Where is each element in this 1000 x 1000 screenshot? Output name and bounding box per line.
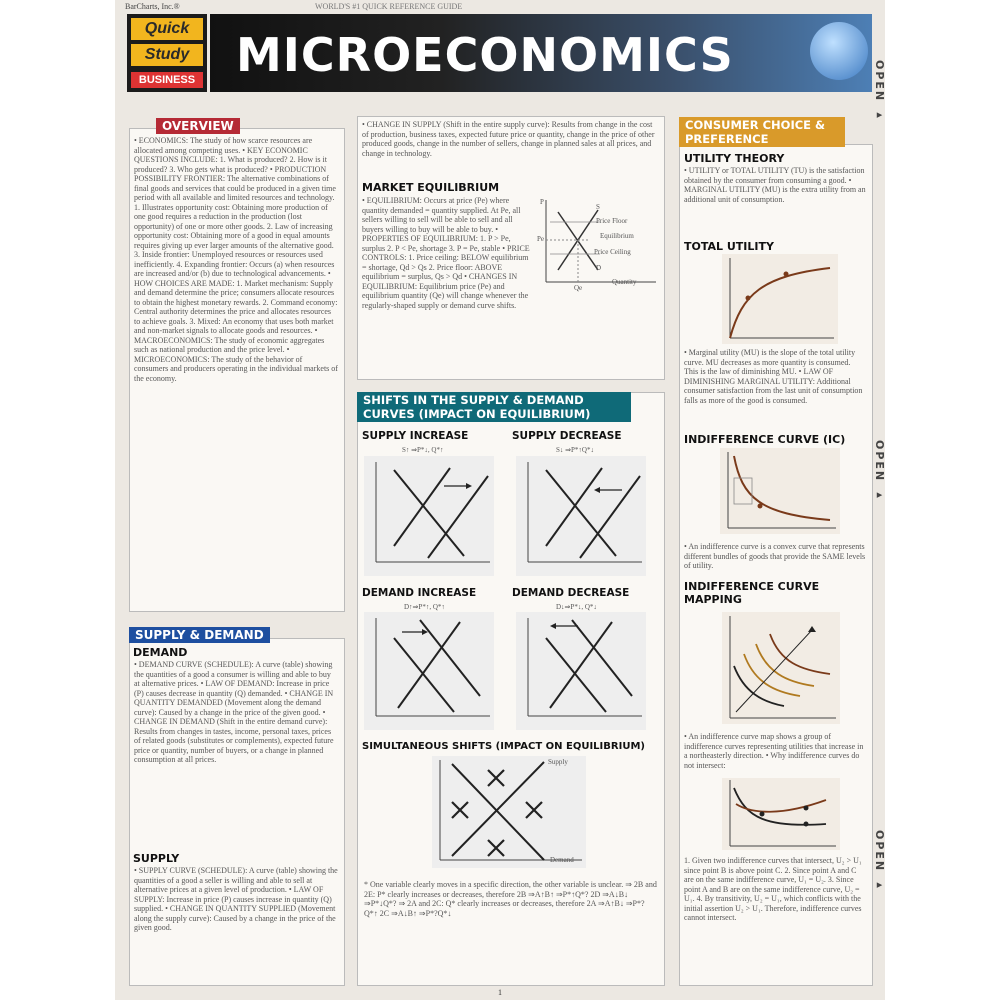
equilibrium-label: Equilibrium <box>600 232 634 240</box>
overview-heading: OVERVIEW <box>156 118 240 134</box>
ic-mapping-subheading: INDIFFERENCE CURVE MAPPING <box>684 580 820 606</box>
market-equilibrium-text: • EQUILIBRIUM: Occurs at price (Pe) where quantity demanded = quantity supplied. At Pe, all sellers willing to sell will be able to sell and all buyers willing to buy will be able to buy. • PROPERTIES OF EQUILIBRIUM: 1. P > Pe, surplus 2. P < Pe, shortage 3. P = Pe, stable • PRICE CONTROLS: 1. Price ceiling: BELOW equilibrium = shortage, Qd > Qs 2. Price floor: ABOVE equilibrium = surplus, Qs > Qd • CHANGES IN EQUILIBRIUM: Equilibrium price (Pe) and equilibrium quantity (Qe) will change whenever the regularly-shaped supply or demand curve shifts. <box>362 196 530 310</box>
simultaneous-shifts-graph <box>432 756 586 868</box>
page-title: MICROECONOMICS <box>236 28 734 82</box>
publisher-line <box>125 2 463 11</box>
sim-supply-label: Supply <box>548 758 568 766</box>
supply-decrease-title: SUPPLY DECREASE <box>512 430 622 442</box>
demand-decrease-caption: D↓⇒P*↓, Q*↓ <box>556 603 597 611</box>
demand-decrease-title: DEMAND DECREASE <box>512 587 630 599</box>
total-utility-text: • Marginal utility (MU) is the slope of the total utility curve. MU decreases as more quantity is consumed. This is the law of diminishing MU. • LAW OF DIMINISHING MARGINAL UTILITY: Additional consumer satisfaction from the last unit of consumption falls as more of the good is consumed. <box>684 348 863 405</box>
price-floor-label: Price Floor <box>596 217 628 225</box>
guide-label: WORLD'S #1 QUICK REFERENCE GUIDE <box>315 2 463 11</box>
logo-line-business: BUSINESS <box>131 72 203 88</box>
page-number: 1 <box>498 988 502 997</box>
total-utility-graph <box>722 254 838 344</box>
indifference-curve-text: • An indifference curve is a convex curve that represents different bundles of goods that provide the SAME levels of utility. <box>684 542 866 570</box>
demand-curve-label: D <box>596 264 602 272</box>
supply-demand-heading: SUPPLY & DEMAND <box>129 627 270 643</box>
open-tab-top: OPEN ▸ <box>873 60 886 123</box>
supply-subheading: SUPPLY <box>133 852 180 865</box>
overview-text: • ECONOMICS: The study of how scarce resources are allocated among competing uses. • KEY ECONOMIC QUESTIONS INCLUDE: 1. What is produced? 2. How is it produced? 3. Who gets what is produced? • PRODUCTION POSSIBILITY FRONTIER: The alternative combinations of final goods and services that could be produced in a given time period with all available and limited resources and technology. 1. Illustrates opportunity cost: Obtaining more production of one good requires a reduction in the production (lost opportunity) of one or more other goods. 2. Law of increasing opportunity cost: Obtaining more of a good in equal amounts requires giving up ever larger amounts of the alternative good. 3. Inside frontier: Unemployed resources or resources used inefficiently. 4. Expanding frontier: Occurs (a) when resources are increased and/or (b) due to technological advancements. • HOW CHOICES ARE MADE: 1. Market mechanism: Supply and demand determine the price; consumers allocate resources to obtain the highest monetary rewards. 2. Command economy: Central authority determines the price and allocates resources to achieve goals. 3. Mixed: An economy that uses both market and non-market signals to allocate goods and resources. • MACROECONOMICS: The study of economic aggregates such as national production and the price level. • MICROECONOMICS: The study of the behavior of consumers and producers operating in the individual markets of the economy. <box>134 136 338 383</box>
sim-demand-label: Demand <box>550 856 574 864</box>
changes-equilibrium-continued <box>362 344 658 376</box>
demand-text: • DEMAND CURVE (SCHEDULE): A curve (table) showing the quantities of a good a consumer is willing and able to buy at alternative prices. • LAW OF DEMAND: Increase in price (P) causes decrease in quantity (Q) demanded. • CHANGE IN QUANTITY DEMANDED (Movement along the demand curve): Caused by a change in the price of the given good. • CHANGE IN DEMAND (Shift in the entire demand curve): Results from changes in tastes, income, personal taxes, prices of related goods (substitutes or complements), expected future price or quantity, number of buyers, or a change in planned consumption at all prices. <box>134 660 334 764</box>
total-utility-subheading: TOTAL UTILITY <box>684 240 774 253</box>
indifference-curve-graph <box>720 448 840 534</box>
logo-line-quick: Quick <box>131 18 203 40</box>
shifts-heading: SHIFTS IN THE SUPPLY & DEMAND CURVES (IMPACT ON EQUILIBRIUM) <box>357 392 631 422</box>
price-axis-label: P <box>540 198 544 206</box>
demand-increase-title: DEMAND INCREASE <box>362 587 477 599</box>
supply-increase-caption: S↑ ⇒P*↓, Q*↑ <box>402 446 444 454</box>
supply-decrease-graph <box>516 456 646 576</box>
demand-subheading: DEMAND <box>133 646 188 659</box>
supply-text: • SUPPLY CURVE (SCHEDULE): A curve (table) showing the quantities of a good a seller is willing and able to sell at alternative prices at a given level of production. • LAW OF SUPPLY: Increase in price (P) causes increase in quantity (Q) supplied. • CHANGE IN QUANTITY SUPPLIED (Movement along the supply curve): Caused by a change in the price of the given good. <box>134 866 338 932</box>
change-in-supply-text: • CHANGE IN SUPPLY (Shift in the entire supply curve): Results from change in the cost of production, business taxes, expected future price or quantity, change in the price of other produced goods, change in the number of sellers, change in planned sales at all prices, and change in technology. <box>362 120 655 158</box>
demand-increase-graph <box>364 612 494 730</box>
title-banner <box>210 14 872 92</box>
non-intersecting-ic-graph <box>722 778 840 850</box>
simultaneous-shifts-notes: * One variable clearly moves in a specific direction, the other variable is unclear. ⇒ 2B and 2E: P* clearly increases or decreases, therefore 2B ⇒A↑B↑ ⇒P*↑Q*? 2D ⇒A↓B↓ ⇒P*↓Q*? ⇒ 2A and 2C: Q* clearly increases or decreases, therefore 2A ⇒A↑B↓ ⇒P*?Q*↑ 2C ⇒A↓B↑ ⇒P*?Q*↓ <box>364 880 657 918</box>
utility-theory-text: • UTILITY or TOTAL UTILITY (TU) is the satisfaction obtained by the consumer from consuming a good. • MARGINAL UTILITY (MU) is the extra utility from an additional unit of consumption. <box>684 166 866 204</box>
open-tab-middle: OPEN ▸ <box>873 440 886 503</box>
quantity-axis-label: Quantity <box>612 278 637 286</box>
quickstudy-logo <box>127 14 207 92</box>
price-ceiling-label: Price Ceiling <box>594 248 631 256</box>
qe-label: Qe <box>574 284 583 292</box>
open-tab-bottom: OPEN ▸ <box>873 830 886 893</box>
consumer-choice-heading: CONSUMER CHOICE & PREFERENCE <box>679 117 845 147</box>
globe-icon <box>810 22 868 80</box>
simultaneous-shifts-title: SIMULTANEOUS SHIFTS (IMPACT ON EQUILIBRIUM) <box>362 741 645 752</box>
supply-curve-label: S <box>596 203 600 211</box>
demand-decrease-graph <box>516 612 646 730</box>
indifference-curve-subheading: INDIFFERENCE CURVE (IC) <box>684 433 846 446</box>
publisher-name: BarCharts, Inc.® <box>125 2 180 11</box>
logo-line-study: Study <box>131 44 203 66</box>
non-intersect-proof-text: 1. Given two indifference curves that intersect, U₂ > U₁ since point B is above point C. 2. Since point A and C are on the same indifference curve, U₁ = U₂. 3. Since point A and B are on the same indifference curve, U₂ = U₁. 4. By transitivity, U₂ = U₁, which conflicts with the initial assertion U₂ > U₁. Therefore, indifference curves cannot intersect. <box>684 856 862 922</box>
ic-mapping-graph <box>722 612 840 724</box>
pe-label: Pe <box>537 235 544 243</box>
demand-increase-caption: D↑⇒P*↑, Q*↑ <box>404 603 445 611</box>
market-equilibrium-subheading: MARKET EQUILIBRIUM <box>362 181 500 194</box>
supply-increase-graph <box>364 456 494 576</box>
utility-theory-subheading: UTILITY THEORY <box>684 152 785 165</box>
ic-mapping-text: • An indifference curve map shows a group of indifference curves representing utilities that increase in a northeasterly direction. • Why indifference curves do not intersect: <box>684 732 864 770</box>
supply-decrease-caption: S↓ ⇒P*↑Q*↓ <box>556 446 594 454</box>
supply-increase-title: SUPPLY INCREASE <box>362 430 469 442</box>
